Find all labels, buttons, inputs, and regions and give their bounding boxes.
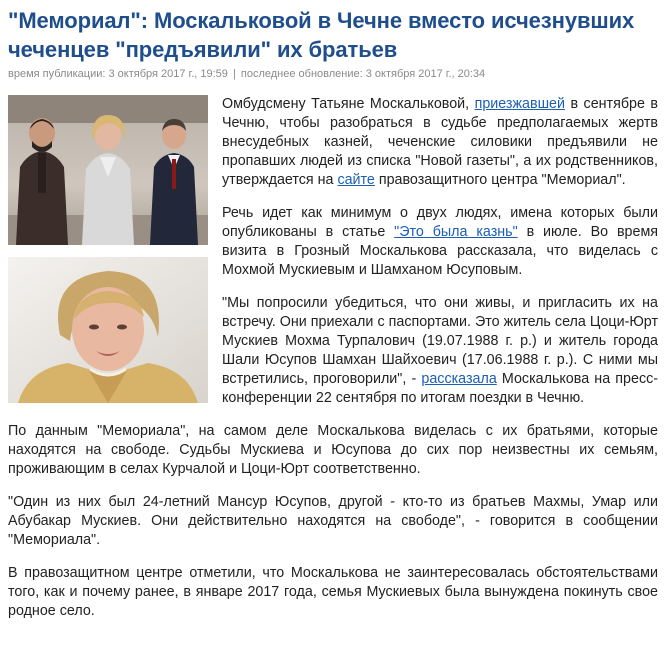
portrait-photo-icon — [8, 257, 208, 403]
group-photo-icon — [8, 95, 208, 245]
link-eto-byla-kazn[interactable]: "Это была казнь" — [394, 224, 518, 240]
p1-text-before: Омбудсмену Татьяне Москальковой, — [222, 96, 475, 112]
p2-text-after: в июле. Во время визита в Грозный Москалькова рассказала, что виделась с Мохмой Мускиевым и Шамханом Юсуповым. — [222, 224, 659, 278]
paragraph-4: По данным "Мемориала", на самом деле Москалькова виделась с их братьями, которые находятся на свободе. Судьбы Мускиева и Юсупова до сих пор неизвестны их семьям, проживающим в селах Курчалой и Цоци-Юрт соответственно. — [8, 423, 658, 477]
link-rasskazala[interactable]: рассказала — [421, 371, 497, 387]
group-photo[interactable] — [8, 95, 208, 245]
meta-separator: | — [232, 68, 236, 80]
p1-text-after: правозащитного центра "Мемориал". — [374, 172, 626, 188]
p2-text-before: Речь идет как минимум о двух людях, имена которых были опубликованы в статье — [222, 205, 658, 240]
updated-label: последнее обновление: — [240, 68, 363, 80]
p3-text-before: "Мы попросили убедиться, что они живы, и пригласить их на встречу. Они приехали с паспортами. Это житель села Цоци-Юрт Мускиев Мохма Турпалович (19.07.1988 г. р.) и житель города Шали Юсупов Шамхан Шайхоевич (17.06.1988 г. р.). С ними мы встретились, проговорили", - — [222, 295, 658, 387]
article-body — [0, 81, 666, 621]
photo-column — [8, 95, 208, 403]
p3-text-after: Москалькова на пресс-конференции 22 сентября по итогам поездки в Чечню. — [222, 371, 658, 406]
link-priezzhavshei[interactable]: приезжавшей — [474, 96, 565, 112]
portrait-photo[interactable] — [8, 257, 208, 403]
paragraph-6: В правозащитном центре отметили, что Москалькова не заинтересовалась обстоятельствами того, как и почему ранее, в январе 2017 года, семья Мускиевых была вынуждена покинуть свое родное село. — [8, 565, 658, 619]
article-title: "Мемориал": Москальковой в Чечне вместо исчезнувших чеченцев "предъявили" их братьев — [8, 8, 635, 62]
p1-text-middle: в сентябре в Чечню, чтобы разобраться в судьбе предполагаемых жертв внесудебных казней, чеченские силовики предъявили не пропавших людей из списка "Новой газеты", а их родственников, утверждается на — [222, 96, 659, 188]
published-label: время публикации: — [8, 68, 106, 80]
article-meta — [0, 64, 666, 81]
paragraph-5: "Один из них был 24-летний Мансур Юсупов, другой - кто-то из братьев Махмы, Умар или Абубакар Мускиев. Они действительно находятся на свободе", - говорится в сообщении "Мемориала". — [8, 494, 658, 548]
updated-date: 3 октября 2017 г., 20:34 — [365, 68, 486, 80]
published-date: 3 октября 2017 г., 19:59 — [108, 68, 228, 80]
link-saite[interactable]: сайте — [337, 172, 375, 188]
